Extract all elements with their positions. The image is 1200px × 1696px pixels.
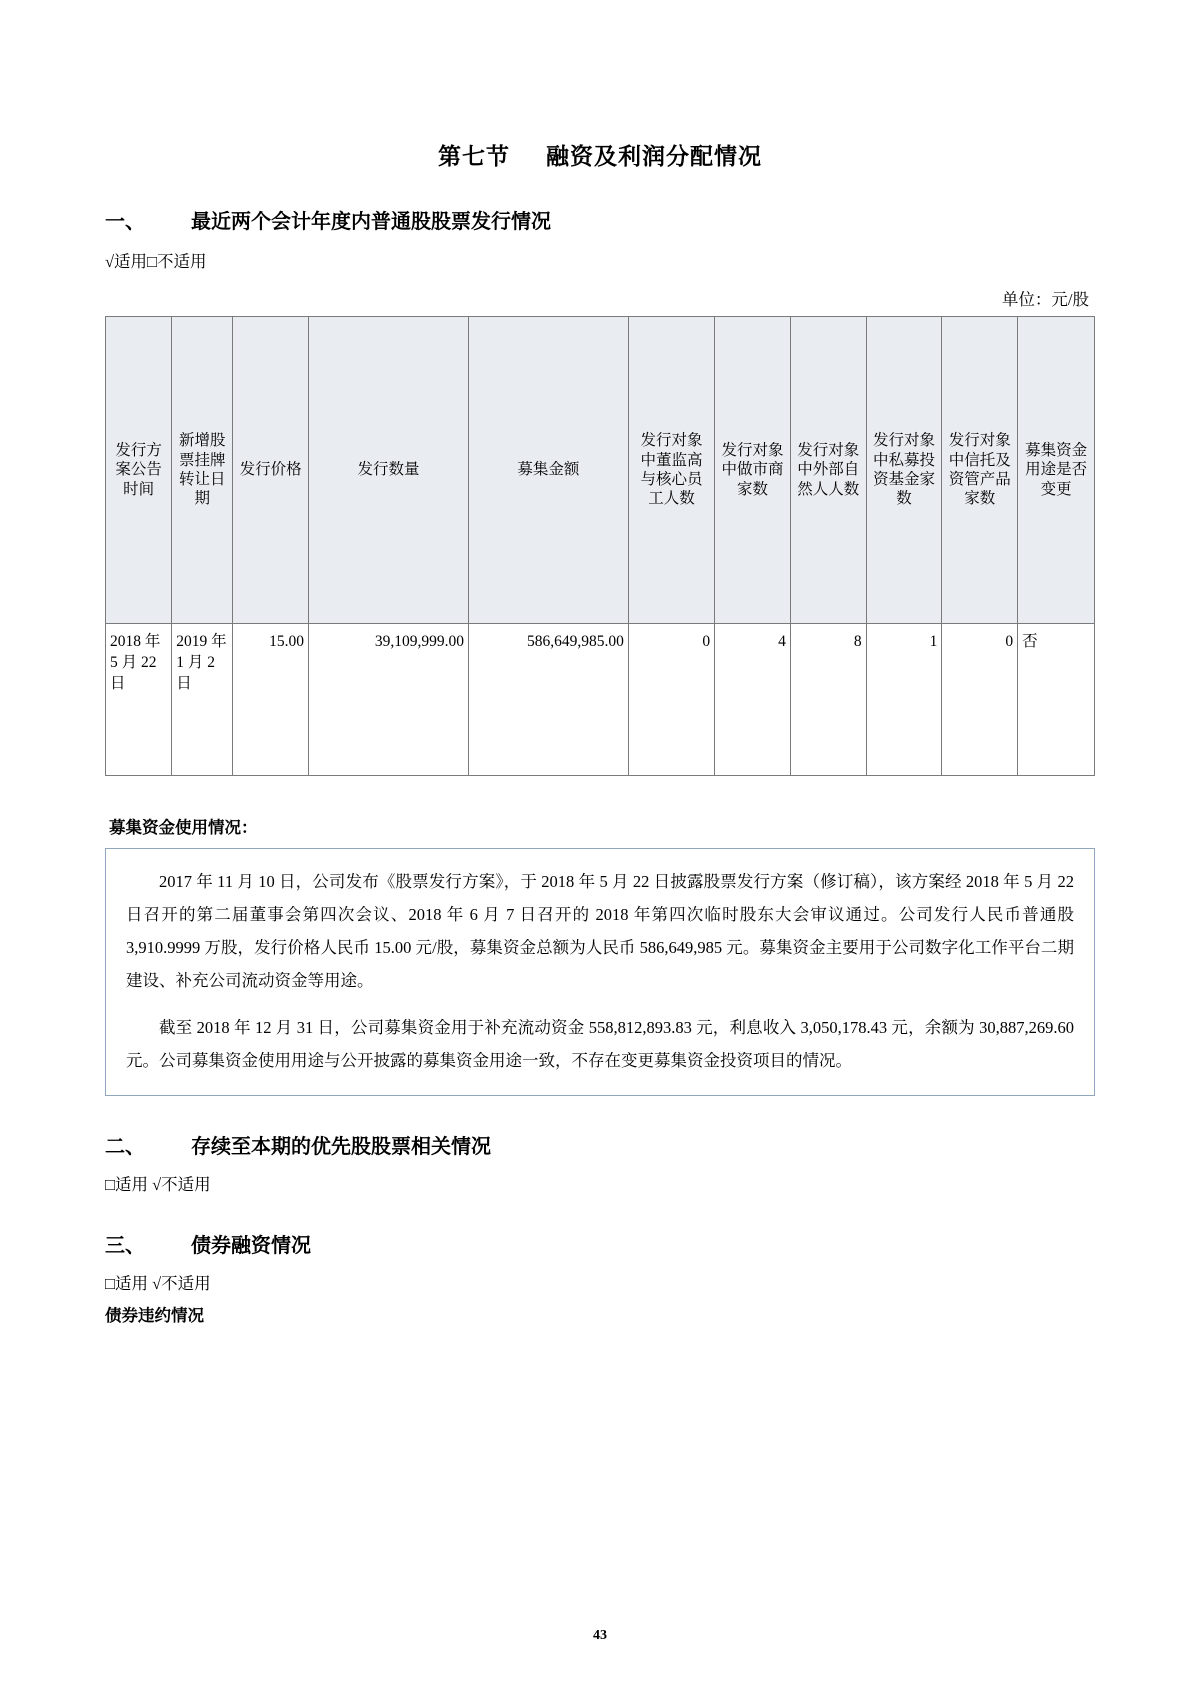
- section-one-number: 一、: [105, 211, 145, 233]
- cell-listing-date: 2019 年 1 月 2 日: [172, 624, 233, 776]
- page-title-prefix: 第七节: [438, 144, 510, 169]
- col-header-private-funds: 发行对象中私募投资基金家数: [866, 317, 942, 624]
- col-header-quantity: 发行数量: [309, 317, 469, 624]
- col-header-market-makers: 发行对象中做市商家数: [715, 317, 791, 624]
- section-three-heading: [105, 1229, 1095, 1258]
- section-one-title: 最近两个会计年度内普通股股票发行情况: [191, 211, 551, 233]
- cell-core-staff: 0: [628, 624, 714, 776]
- section-one-applicable: √适用□不适用: [105, 252, 207, 271]
- cell-external-persons: 8: [790, 624, 866, 776]
- fund-usage-paragraph-2: 截至 2018 年 12 月 31 日，公司募集资金用于补充流动资金 558,812,893.83 元，利息收入 3,050,178.43 元，余额为 30,887,269.60 元。公司募集资金使用用途与公开披露的募集资金用途一致，不存在变更募集资金投资项目的情况。: [126, 1018, 1074, 1070]
- col-header-price: 发行价格: [233, 317, 309, 624]
- section-two-title: 存续至本期的优先股股票相关情况: [191, 1136, 491, 1158]
- fund-usage-label: 募集资金使用情况：: [109, 818, 258, 837]
- page-title: [105, 138, 1095, 171]
- section-three-number: 三、: [105, 1235, 145, 1257]
- section-two-applicable: □适用 √不适用: [105, 1175, 211, 1194]
- page-number: 43: [593, 1628, 607, 1643]
- section-one-heading: [105, 205, 1095, 234]
- fund-usage-paragraph-1: 2017 年 11 月 10 日，公司发布《股票发行方案》，于 2018 年 5 月 22 日披露股票发行方案（修订稿），该方案经 2018 年 5 月 22 日召开的第二届董事会第四次会议、2018 年 6 月 7 日召开的 2018 年第四次临时股东大会审议通过。公司发行人民币普通股 3,910.9999 万股，发行价格人民币 15.00 元/股，募集资金总额为人民币 586,649,985 元。募集资金主要用于公司数字化工作平台二期建设、补充公司流动资金等用途。: [126, 872, 1074, 990]
- section-three-subtitle: 债券违约情况: [105, 1306, 204, 1325]
- cell-trust-products: 0: [942, 624, 1018, 776]
- col-header-core-staff: 发行对象中董监高与核心员工人数: [628, 317, 714, 624]
- table-header-row: [106, 317, 1095, 624]
- stock-issuance-table: [105, 316, 1095, 776]
- fund-usage-box: [105, 848, 1095, 1096]
- col-header-trust-products: 发行对象中信托及资管产品家数: [942, 317, 1018, 624]
- page-title-main: 融资及利润分配情况: [546, 144, 762, 169]
- section-three-applicable: □适用 √不适用: [105, 1274, 211, 1293]
- col-header-listing-date: 新增股票挂牌转让日期: [172, 317, 233, 624]
- col-header-external-persons: 发行对象中外部自然人人数: [790, 317, 866, 624]
- section-three-title: 债券融资情况: [191, 1235, 311, 1257]
- cell-plan-date: 2018 年 5 月 22 日: [106, 624, 172, 776]
- col-header-amount: 募集金额: [468, 317, 628, 624]
- cell-private-funds: 1: [866, 624, 942, 776]
- cell-amount: 586,649,985.00: [468, 624, 628, 776]
- table-row: [106, 624, 1095, 776]
- table-unit-label: 单位：元/股: [1001, 290, 1089, 309]
- cell-market-makers: 4: [715, 624, 791, 776]
- col-header-plan-date: 发行方案公告时间: [106, 317, 172, 624]
- col-header-use-changed: 募集资金用途是否变更: [1018, 317, 1095, 624]
- cell-use-changed: 否: [1018, 624, 1095, 776]
- cell-price: 15.00: [233, 624, 309, 776]
- section-two-number: 二、: [105, 1136, 145, 1158]
- cell-quantity: 39,109,999.00: [309, 624, 469, 776]
- section-two-heading: [105, 1130, 1095, 1159]
